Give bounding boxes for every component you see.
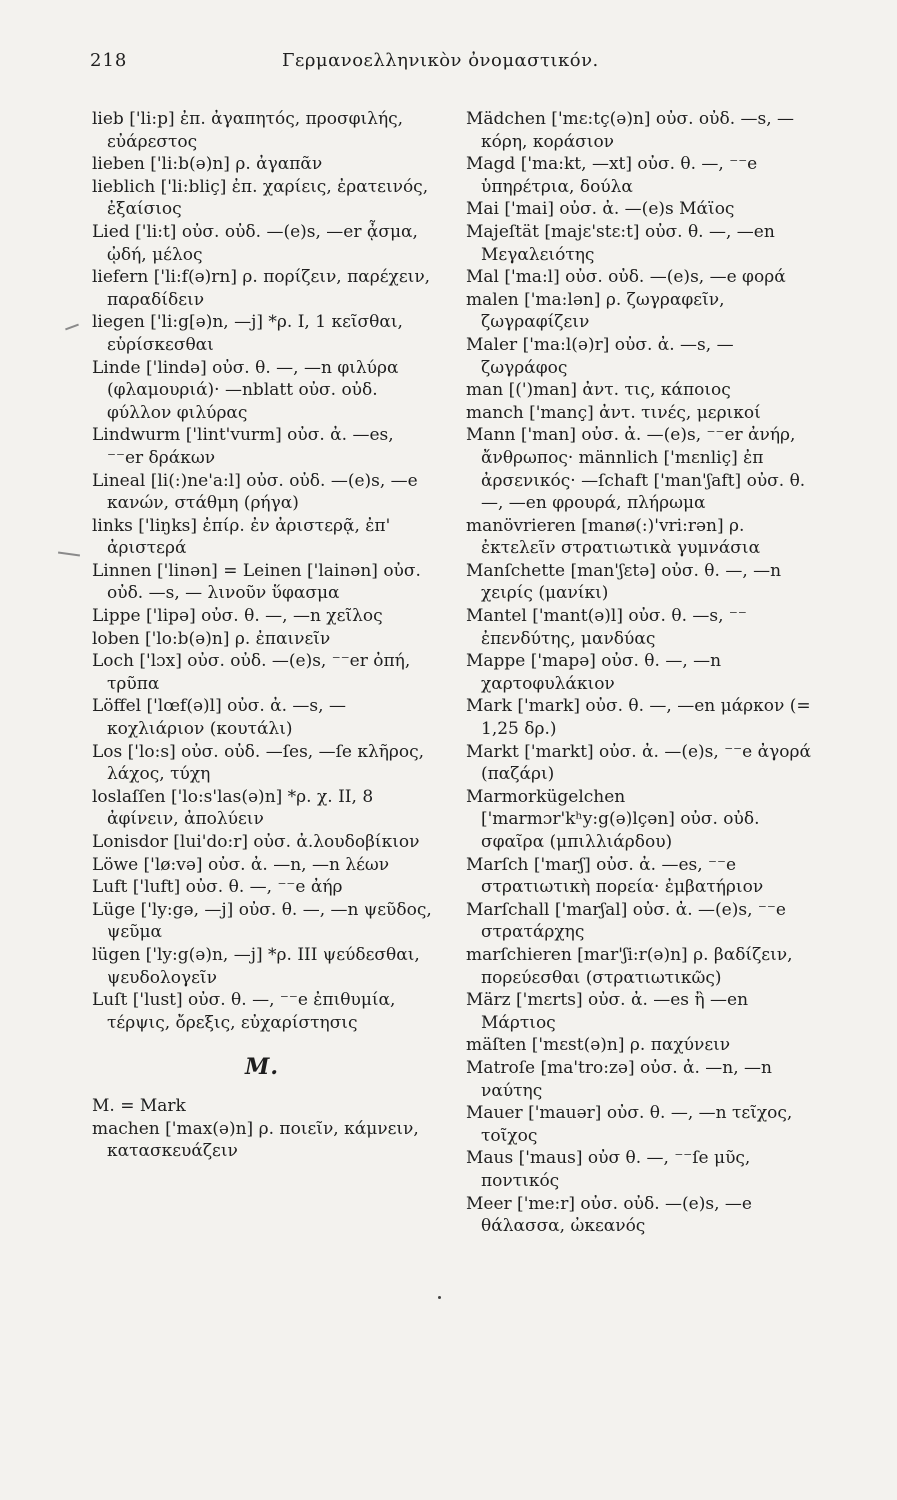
dictionary-entry: Marſch ['marʃ] οὐσ. ἀ. —es, ⁻⁻e στρατιωτικὴ πορεία· ἐμβατήριον xyxy=(466,854,764,898)
page-header xyxy=(90,50,810,80)
dictionary-entry: lieb ['li:p] ἐπ. ἀγαπητός, προσφιλής, εὐάρεστος xyxy=(92,109,404,152)
dictionary-entry: Majeſtät [majɛ'stɛ:t] οὐσ. θ. —, —en Μεγαλειότης xyxy=(466,221,775,265)
dictionary-entry: Lonisdor [lui'do:r] οὐσ. ἀ.λουδοβίκιον xyxy=(92,832,420,852)
dictionary-entry: Mark ['mark] οὐσ. θ. —, —en μάρκον (= 1,25 δρ.) xyxy=(466,696,811,740)
dictionary-entry: manövrieren [manø(:)'vri:rən] ρ. ἐκτελεῖν στρατιωτικὰ γυμνάσια xyxy=(466,515,761,559)
dictionary-entry: Löwe ['lø:və] οὐσ. ἀ. —n, —n λέων xyxy=(92,854,390,875)
dictionary-entry: Mädchen ['mɛ:tç(ə)n] οὐσ. οὐδ. —s, — κόρη, κοράσιον xyxy=(466,109,795,152)
dictionary-entry: Los ['lo:s] οὐσ. οὐδ. —ſes, —ſe κλῆρος, λάχος, τύχη xyxy=(92,741,425,785)
dictionary-entry: mäſten ['mɛst(ə)n] ρ. παχύνειν xyxy=(466,1035,731,1056)
dictionary-entry: Loch ['lɔx] οὐσ. οὐδ. —(e)s, ⁻⁻er ὀπή, τρῦπα xyxy=(92,651,411,694)
dictionary-entry: M. = Mark xyxy=(92,1095,186,1116)
dictionary-entry: Luft ['luft] οὐσ. θ. —, ⁻⁻e ἀήρ xyxy=(92,877,343,898)
margin-pencil-mark xyxy=(65,324,79,331)
dictionary-entry: Marmorkügelchen ['marmɔr'kʰy:g(ə)lçən] οὐσ. οὐδ. σφαῖρα (μπιλλιάρδου) xyxy=(466,786,760,852)
dictionary-entry: Manſchette [man'ʃɛtə] οὐσ. θ. —, —n χειρίς (μανίκι) xyxy=(466,560,782,604)
dictionary-entry: Matroſe [ma'tro:zə] οὐσ. ἀ. —n, —n ναύτης xyxy=(466,1057,772,1101)
dictionary-entry: malen ['ma:lən] ρ. ζωγραφεῖν, ζωγραφίζειν xyxy=(466,289,725,333)
dictionary-entry: Lippe ['lipə] οὐσ. θ. —, —n χεῖλος xyxy=(92,606,383,627)
dictionary-entry: Löffel ['lœf(ə)l] οὐσ. ἀ. —s, — κοχλιάριον (κουτάλι) xyxy=(92,696,346,740)
right-column xyxy=(466,108,811,1238)
dictionary-entry: Mantel ['mant(ə)l] οὐσ. θ. —s, ⁻⁻ ἐπενδύτης, μανδύας xyxy=(466,606,747,649)
dictionary-entry: Marſchall ['marʃal] οὐσ. ἀ. —(e)s, ⁻⁻e στρατάρχης xyxy=(466,899,786,943)
dictionary-entry: man [(')man] ἀντ. τις, κάποιος xyxy=(466,380,731,401)
dictionary-entry: Markt ['markt] οὐσ. ἀ. —(e)s, ⁻⁻e ἀγορά (παζάρι) xyxy=(466,741,811,785)
dictionary-entry: Lineal [li(:)ne'a:l] οὐσ. οὐδ. —(e)s, —e κανών, στάθμη (ρήγα) xyxy=(92,470,418,514)
dictionary-entry: Maus ['maus] οὐσ θ. —, ⁻⁻ſe μῦς, ποντικός xyxy=(466,1148,751,1191)
dictionary-entry: Luſt ['lust] οὐσ. θ. —, ⁻⁻e ἐπιθυμία, τέρψις, ὄρεξις, εὐχαρίστησις xyxy=(92,990,396,1033)
dictionary-entry: manch ['manç] ἀντ. τινές, μερικοί xyxy=(466,402,761,423)
dictionary-entry: machen ['max(ə)n] ρ. ποιεῖν, κάμνειν, κατασκευάζειν xyxy=(92,1118,419,1162)
dictionary-entry: Linnen ['linən] = Leinen ['lainən] οὐσ. οὐδ. —s, — λινοῦν ὕφασμα xyxy=(92,560,421,604)
print-speck xyxy=(438,1296,441,1299)
dictionary-entry: liegen ['li:g[ə)n, —j] *ρ. I, 1 κεῖσθαι, εὑρίσκεσθαι xyxy=(92,312,403,355)
dictionary-entry: Magd ['ma:kt, —xt] οὐσ. θ. —, ⁻⁻e ὑπηρέτρια, δούλα xyxy=(466,154,758,197)
dictionary-entry: Linde ['lində] οὐσ. θ. —, —n φιλύρα (φλαμουριά)· —nblatt οὐσ. οὐδ. φύλλον φιλύρας xyxy=(92,357,399,423)
dictionary-entry: Mal ['ma:l] οὐσ. οὐδ. —(e)s, —e φορά xyxy=(466,267,786,288)
dictionary-entry: lieblich ['li:bliç] ἐπ. χαρίεις, ἐρατεινός, ἐξαίσιος xyxy=(92,176,429,220)
dictionary-entry: Lindwurm ['lint'vurm] οὐσ. ἀ. —es, ⁻⁻er δράκων xyxy=(92,425,394,468)
dictionary-entry: Lüge ['ly:gə, —j] οὐσ. θ. —, —n ψεῦδος, ψεῦμα xyxy=(92,899,432,943)
dictionary-entry: Lied ['li:t] οὐσ. οὐδ. —(e)s, —er ᾆσμα, ᾠδή, μέλος xyxy=(92,221,418,265)
running-title: Γερμανοελληνικὸν ὀνομαστικόν. xyxy=(282,50,599,71)
dictionary-entry: Mauer ['mauər] οὐσ. θ. —, —n τεῖχος, τοῖχος xyxy=(466,1103,793,1146)
dictionary-entry: März ['mɛrts] οὐσ. ἀ. —es ἢ —en Μάρτιος xyxy=(466,990,749,1033)
dictionary-entry: Mann ['man] οὐσ. ἀ. —(e)s, ⁻⁻er ἀνήρ, ἄνθρωπος· männlich ['mɛnliç] ἐπ ἀρσενικός· —ſchaft ['man'ʃaft] οὐσ. θ. —, —en φρουρά, πλήρωμα xyxy=(466,425,806,514)
dictionary-entry: lügen ['ly:g(ə)n, —j] *ρ. III ψεύδεσθαι, ψευδολογεῖν xyxy=(92,944,420,988)
margin-pencil-mark xyxy=(58,551,80,556)
dictionary-entry: loslaſſen ['lo:s'las(ə)n] *ρ. χ. II, 8 ἀφίνειν, ἀπολύειν xyxy=(92,786,374,830)
dictionary-entry: lieben ['li:b(ə)n] ρ. ἀγαπᾶν xyxy=(92,154,323,175)
dictionary-entry: links ['liŋks] ἐπίρ. ἐν ἀριστερᾷ, ἐπ' ἀριστερά xyxy=(92,515,391,559)
dictionary-entry: marſchieren [mar'ʃi:r(ə)n] ρ. βαδίζειν, πορεύεσθαι (στρατιωτικῶς) xyxy=(466,944,793,988)
page-number: 218 xyxy=(90,50,128,71)
dictionary-entry: Mappe ['mapə] οὐσ. θ. —, —n χαρτοφυλάκιον xyxy=(466,651,722,694)
dictionary-entry: Meer ['me:r] οὐσ. οὐδ. —(e)s, —e θάλασσα, ὠκεανός xyxy=(466,1193,752,1237)
section-heading-letter: M. xyxy=(244,1054,279,1081)
left-column xyxy=(92,108,432,1163)
dictionary-entry: loben ['lo:b(ə)n] ρ. ἐπαινεῖν xyxy=(92,628,331,649)
dictionary-entry: Maler ['ma:l(ə)r] οὐσ. ἀ. —s, — ζωγράφος xyxy=(466,334,734,378)
dictionary-entry: Mai ['mai] οὐσ. ἀ. —(e)s Μάϊος xyxy=(466,199,735,220)
dictionary-entry: liefern ['li:f(ə)rn] ρ. πορίζειν, παρέχειν, παραδίδειν xyxy=(92,267,431,310)
